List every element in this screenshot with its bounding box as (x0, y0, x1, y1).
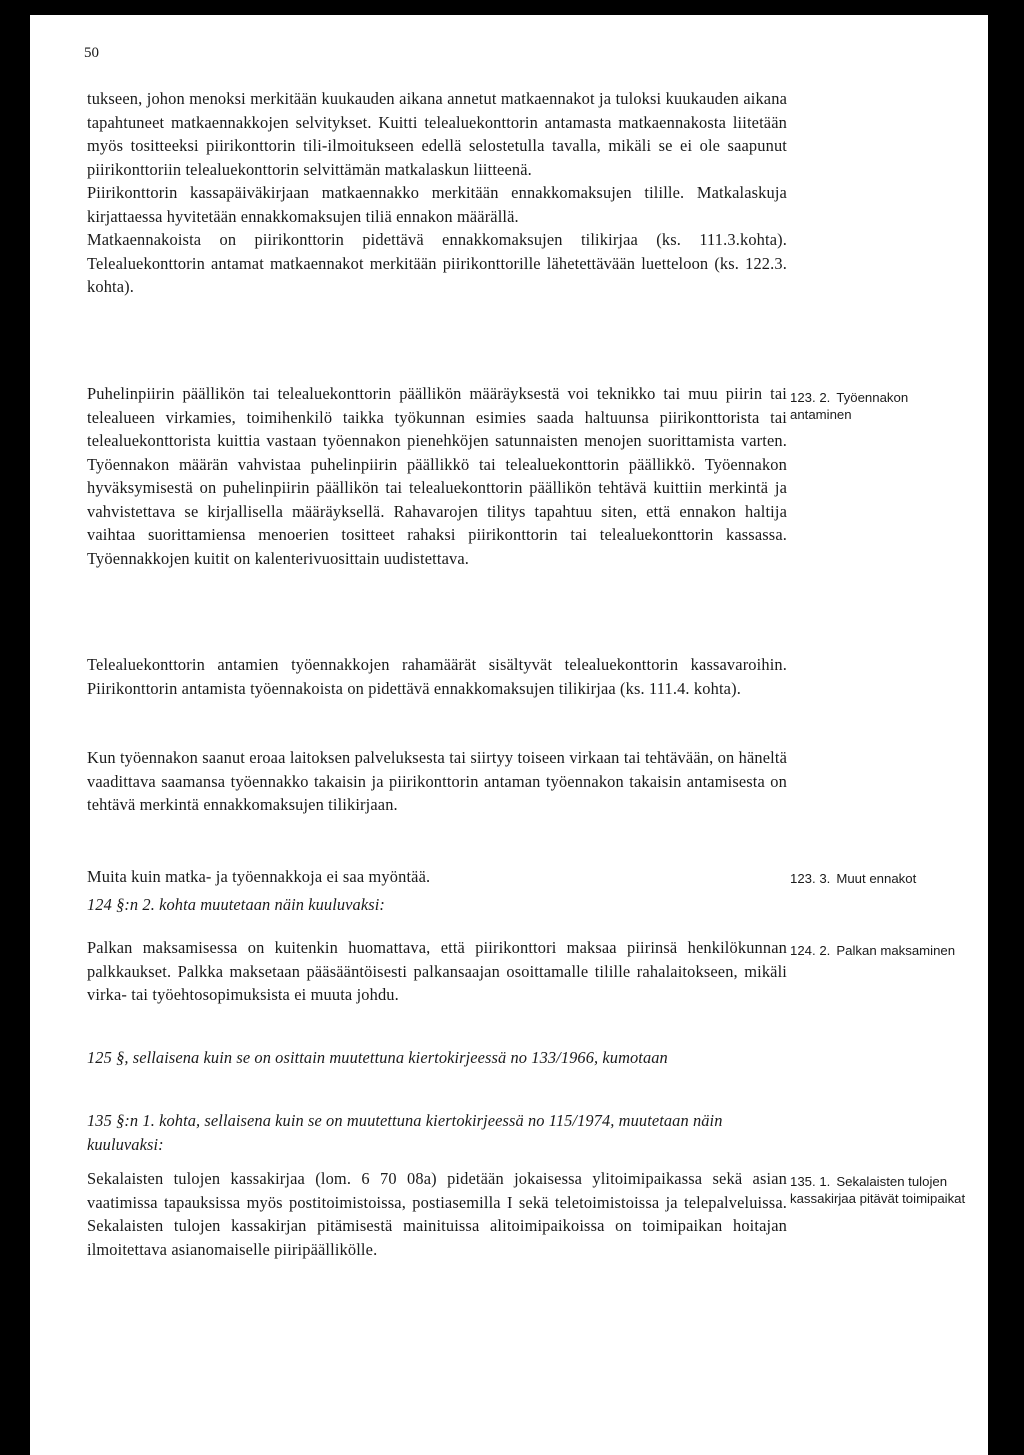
document-page (30, 15, 988, 1455)
margin-note (790, 870, 970, 887)
paragraph: Piirikonttorin kassapäiväkirjaan matkaennakko merkitään ennakkomaksujen tilille. Matkalaskuja kirjattaessa hyvitetään ennakkomaksujen tiliä ennakon määrällä. (87, 183, 787, 226)
section-repeal (87, 1046, 787, 1070)
margin-note-number: 123. 2. (790, 390, 831, 405)
margin-note (790, 389, 970, 423)
margin-note (790, 942, 970, 959)
section-advance-return (87, 746, 787, 817)
paragraph: tukseen, johon menoksi merkitään kuukauden aikana annetut matkaennakot ja tuloksi kuukauden aikana tapahtuneet matkaennakkojen selvitykset. Kuitti telealuekonttorin antamasta matkaennakosta liitetään myös tositteeksi piirikonttorin tili-ilmoitukseen edellä selostetulla tavalla, mikäli se ei ole saapunut piirikonttoriin telealuekonttorin selvittämän matkalaskun liitteenä. (87, 89, 787, 179)
paragraph: Sekalaisten tulojen kassakirjaa (lom. 6 70 08a) pidetään jokaisessa ylitoimipaikassa sekä asian vaatimissa tapauksissa myös postitoimistoissa, postiasemilla I sekä teletoimistoissa ja telepalveluissa. Sekalaisten tulojen kassakirjan pitämisestä mainituissa alitoimipaikoissa on toimipaikan hoitajan ilmoitettava asianomaiselle piiripäällikölle. (87, 1169, 787, 1259)
margin-note-number: 124. 2. (790, 943, 831, 958)
amendment-heading: 124 §:n 2. kohta muutetaan näin kuuluvaksi: (87, 894, 385, 914)
section-amendment-135 (87, 1109, 787, 1156)
paragraph: Puhelinpiirin päällikön tai telealuekonttorin päällikön määräyksestä voi teknikko tai muu piirin tai telealueen virkamies, toimihenkilö taikka työkunnan esimies saada haltuunsa piirikonttorista tai telealuekonttorista kuittia vastaan työennakon pienehköjen satunnaisten menojen suorittamista varten. Työennakon määrän vahvistaa puhelinpiirin päällikkö tai telealuekonttorin päällikkö. Työennakon hyväksymisestä on puhelinpiirin päällikön tai telealuekonttorin päällikön tehtävä kuittiin merkintä ja vahvistettava se kirjallisella määräyksellä. Rahavarojen tilitys tapahtuu siten, että ennakon haltija vaihtaa suorittamiensa menoerien tositteet rahaksi piirikonttorin tai telealuekonttorin kassassa. Työennakkojen kuitit on kalenterivuosittain uudistettava. (87, 384, 787, 568)
margin-note-title: Palkan maksaminen (836, 943, 956, 958)
paragraph: Telealuekonttorin antamien työennakkojen rahamäärät sisältyvät telealuekonttorin kassavaroihin. Piirikonttorin antamista työennakoista on pidettävä ennakkomaksujen tilikirjaa (ks. 111.4. kohta). (87, 655, 787, 698)
section-work-advances (87, 382, 787, 570)
margin-note (790, 1173, 970, 1207)
page-number: 50 (84, 45, 99, 61)
section-other-advances (87, 865, 787, 916)
amendment-heading: 135 §:n 1. kohta, sellaisena kuin se on muutettuna kiertokirjeessä no 115/1974, muutetaan näin kuuluvaksi: (87, 1111, 723, 1154)
section-misc-income-cashbook (87, 1167, 787, 1261)
section-salary-payment (87, 936, 787, 1007)
paragraph: Muita kuin matka- ja työennakkoja ei saa myöntää. (87, 867, 431, 886)
margin-note-number: 135. 1. (790, 1174, 831, 1189)
paragraph: Matkaennakoista on piirikonttorin pidettävä ennakkomaksujen tilikirjaa (ks. 111.3.kohta). Telealuekonttorin antamat matkaennakot merkitään piirikonttorille lähetettävään luetteloon (ks. 122.3. kohta). (87, 230, 787, 296)
margin-note-title: Muut ennakot (836, 871, 917, 886)
margin-note-title: Työennakon antaminen (790, 390, 909, 422)
amendment-heading: 125 §, sellaisena kuin se on osittain muutettuna kiertokirjeessä no 133/1966, kumotaan (87, 1048, 668, 1067)
paragraph: Palkan maksamisessa on kuitenkin huomattava, että piirikonttori maksaa piirinsä henkilökunnan palkkaukset. Palkka maksetaan pääsääntöisesti palkansaajan osoittamalle tilille rahalaitokseen, mikäli virka- tai työehtosopimuksista ei muuta johdu. (87, 938, 787, 1004)
margin-note-number: 123. 3. (790, 871, 831, 886)
margin-note-title: Sekalaisten tulojen kassakirjaa pitävät toimipaikat (790, 1174, 966, 1206)
paragraph: Kun työennakon saanut eroaa laitoksen palveluksesta tai siirtyy toiseen virkaan tai tehtävään, on häneltä vaadittava saamansa työennakko takaisin ja piirikonttorin antaman työennakon takaisin antamisesta on tehtävä merkintä ennakkomaksujen tilikirjaan. (87, 748, 787, 814)
section-travel-advances (87, 87, 787, 299)
section-work-advance-funds (87, 653, 787, 700)
